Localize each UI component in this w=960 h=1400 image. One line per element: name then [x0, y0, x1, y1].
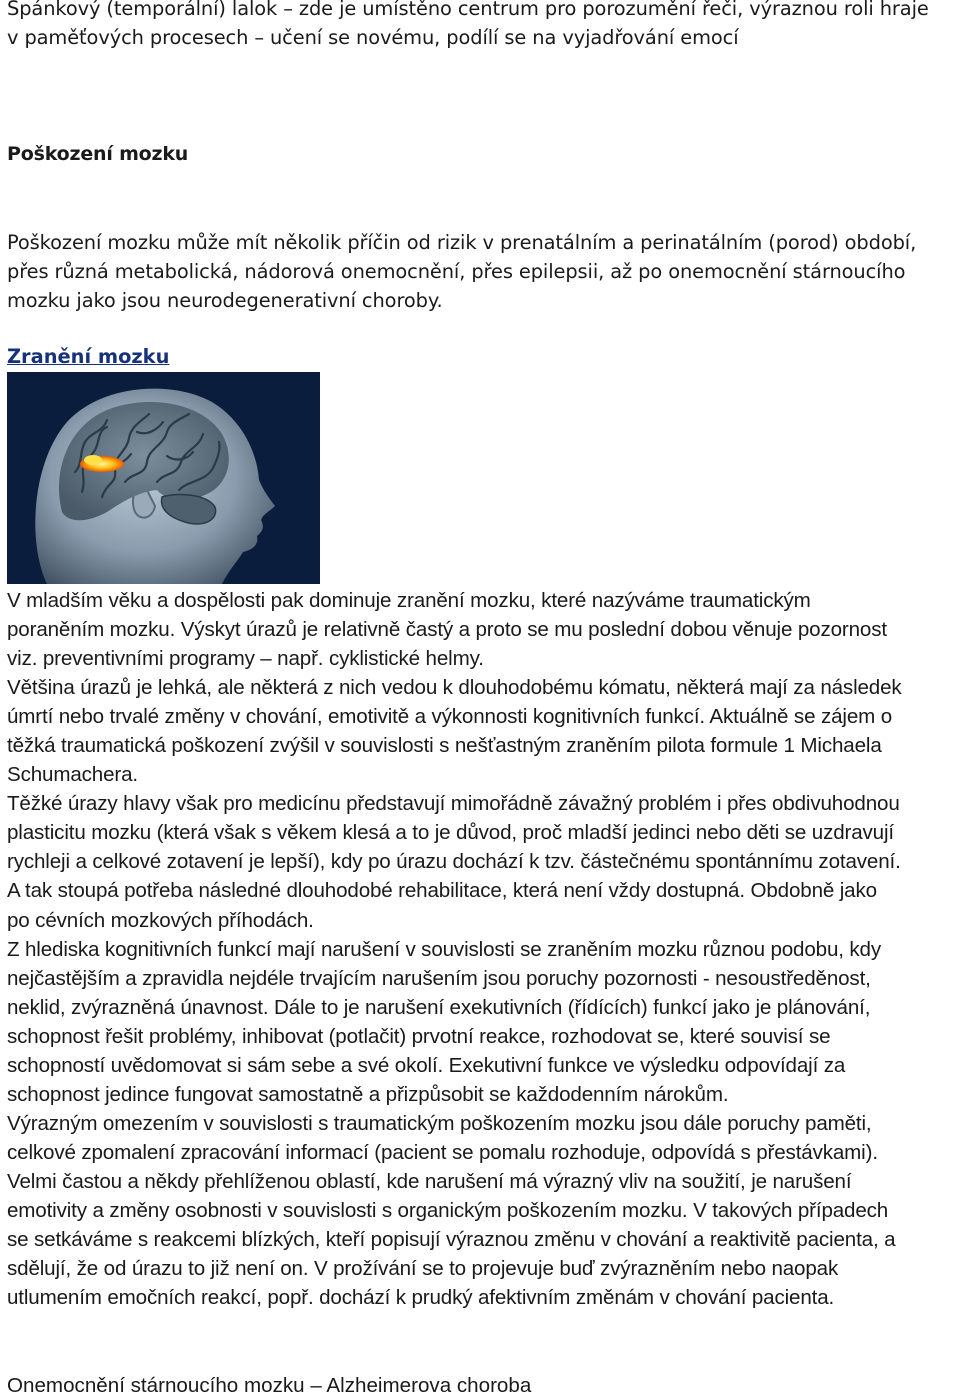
text-line: schopnost řešit problémy, inhibovat (potlačit) prvotní reakce, rozhodovat se, které souvisí se	[7, 1024, 831, 1048]
text-line: po cévních mozkových příhodách.	[7, 908, 314, 932]
paragraph	[7, 586, 954, 673]
paragraph	[7, 789, 954, 934]
text-line: schopností uvědomovat si sám sebe a své okolí. Exekutivní funkce ve výsledku odpovídají za	[7, 1053, 846, 1077]
text-line: přes různá metabolická, nádorová onemocnění, přes epilepsii, až po onemocnění stárnoucího	[7, 260, 906, 283]
text-line: těžká traumatická poškození zvýšil v souvislosti s nešťastným zraněním pilota formule 1 Michaela	[7, 734, 882, 758]
text-line: rychleji a celkové zotavení je lepší), kdy po úrazu dochází k tzv. částečnému spontánnímu zotavení.	[7, 850, 901, 874]
text-line: plasticitu mozku (která však s věkem klesá a to je důvod, proč mladší jedinci nebo děti se uzdravují	[7, 821, 894, 845]
text-line: mozku jako jsou neurodegenerativní choroby.	[7, 289, 443, 312]
text-line: poraněním mozku. Výskyt úrazů je relativně častý a proto se mu poslední dobou věnuje pozornost	[7, 618, 887, 642]
paragraph	[7, 673, 954, 789]
section-heading-brain-injury: Zranění mozku	[7, 345, 170, 368]
text-line: Spánkový (temporální) lalok – zde je umístěno centrum pro porozumění řeči, výraznou roli hraje	[7, 0, 929, 20]
text-line: úmrtí nebo trvalé změny v chování, emotivitě a výkonnosti kognitivních funkcí. Aktuálně se zájem o	[7, 705, 892, 729]
text-line: schopnost jedince fungovat samostatně a přizpůsobit se každodenním nárokům.	[7, 1082, 729, 1106]
text-line: Poškození mozku může mít několik příčin od rizik v prenatálním a perinatálním (porod) období,	[7, 231, 917, 254]
text-line: se setkáváme s reakcemi blízkých, kteří popisují výraznou změnu v chování a reaktivitě pacienta, a	[7, 1228, 896, 1252]
text-line: V mladším věku a dospělosti pak dominuje zranění mozku, které nazýváme traumatickým	[7, 589, 811, 612]
text-line: Výrazným omezením v souvislosti s traumatickým poškozením mozku jsou dále poruchy paměti,	[7, 1111, 872, 1135]
intro-paragraph	[7, 0, 954, 52]
text-line: Schumachera.	[7, 763, 138, 787]
brain-injury-text	[7, 586, 954, 1312]
paragraph	[7, 935, 954, 1109]
text-line: Těžké úrazy hlavy však pro medicínu představují mimořádně závažný problém i přes obdivuhodnou	[7, 792, 900, 816]
text-line: nejčastějším a zpravidla nejdéle trvajícím narušením jsou poruchy pozornosti - nesoustředěnost,	[7, 966, 871, 990]
text-line: emotivity a změny osobnosti v souvislosti s organickým poškozením mozku. V takových případech	[7, 1198, 889, 1222]
text-line: celkové zpomalení zpracování informací (pacient se pomalu rozhoduje, odpovídá s přestávkami).	[7, 1140, 878, 1164]
text-line: A tak stoupá potřeba následné dlouhodobé rehabilitace, která není vždy dostupná. Obdobně jako	[7, 879, 877, 903]
section-heading-brain-damage: Poškození mozku	[7, 143, 189, 165]
text-line: viz. preventivními programy – např. cyklistické helmy.	[7, 647, 484, 671]
text-line: utlumením emočních reakcí, popř. dochází k prudký afektivním změnám v chování pacienta.	[7, 1286, 835, 1310]
paragraph	[7, 1109, 954, 1312]
text-line: Z hlediska kognitivních funkcí mají narušení v souvislosti se zraněním mozku různou podobu, kdy	[7, 937, 882, 961]
text-line: neklid, zvýrazněná únavnost. Dále to je narušení exekutivních (řídících) funkcí jako je plánování,	[7, 995, 871, 1019]
section-heading-alzheimer: Onemocnění stárnoucího mozku – Alzheimerova choroba	[7, 1374, 532, 1397]
brain-scan-image	[7, 372, 320, 584]
text-line: v paměťových procesech – učení se novému, podílí se na vyjadřování emocí	[7, 26, 739, 49]
brain-damage-paragraph	[7, 228, 954, 315]
text-line: sdělují, že od úrazu to již není on. V prožívání se to projevuje buď zvýrazněním nebo naopak	[7, 1257, 839, 1281]
text-line: Velmi častou a někdy přehlíženou oblastí, kde narušení má výrazný vliv na soužití, je narušení	[7, 1169, 852, 1193]
text-line: Většina úrazů je lehká, ale některá z nich vedou k dlouhodobému kómatu, některá mají za následek	[7, 676, 902, 700]
